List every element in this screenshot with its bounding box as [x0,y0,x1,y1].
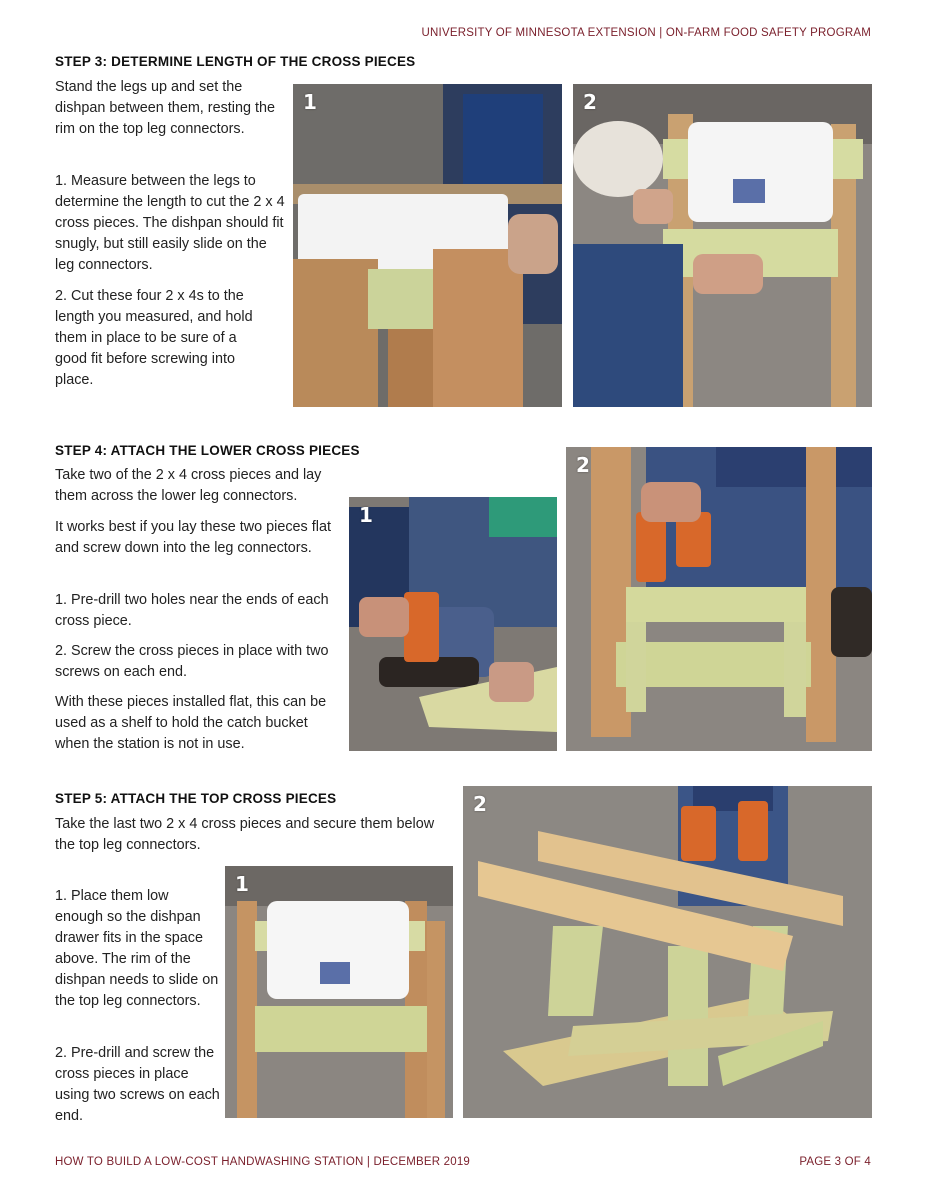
photo-number: 2 [583,90,597,114]
step5-paragraph-3: 2. Pre-drill and screw the cross pieces in place using two screws on each end. [55,1045,220,1124]
step4-paragraph-3: 1. Pre-drill two holes near the ends of each cross piece. [55,592,329,629]
step3-paragraph-1: Stand the legs up and set the dishpan between them, resting the rim on the top leg connectors. [55,79,275,137]
photo-number: 2 [473,792,487,816]
step5-photo-1 [225,866,453,1118]
photo-number: 1 [359,503,373,527]
photo-number: 1 [303,90,317,114]
photo-number: 2 [576,453,590,477]
step5-paragraph-2: 1. Place them low enough so the dishpan drawer fits in the space above. The rim of the dishpan needs to slide on the top leg connectors. [55,888,219,1009]
step5-title: STEP 5: ATTACH THE TOP CROSS PIECES [55,791,337,806]
footer-title: HOW TO BUILD A LOW-COST HANDWASHING STATION | DECEMBER 2019 [55,1156,471,1168]
step3-title: STEP 3: DETERMINE LENGTH OF THE CROSS PIECES [55,54,416,69]
step3-paragraph-2: 1. Measure between the legs to determine the length to cut the 2 x 4 cross pieces. The dishpan should fit snugly, but still easily slide on the leg connectors. [55,173,285,273]
step3-paragraph-3: 2. Cut these four 2 x 4s to the length you measured, and hold them in place to be sure of a good fit before screwing into place. [55,288,253,388]
step3-photo-2 [573,84,872,407]
step4-paragraph-1: Take two of the 2 x 4 cross pieces and lay them across the lower leg connectors. [55,467,322,504]
step4-title: STEP 4: ATTACH THE LOWER CROSS PIECES [55,443,360,458]
step4-photo-1 [349,497,557,751]
step4-paragraph-2: It works best if you lay these two pieces flat and screw down into the leg connectors. [55,519,331,556]
step4-paragraph-5: With these pieces installed flat, this can be used as a shelf to hold the catch bucket when the station is not in use. [55,694,327,752]
step3-photo-1 [293,84,562,407]
photo-number: 1 [235,872,249,896]
step4-paragraph-4: 2. Screw the cross pieces in place with two screws on each end. [55,643,329,680]
page-number: PAGE 3 OF 4 [799,1156,871,1168]
step5-paragraph-1: Take the last two 2 x 4 cross pieces and secure them below the top leg connectors. [55,816,435,853]
step4-photo-2 [566,447,872,751]
step5-photo-2 [463,786,872,1118]
page-header: UNIVERSITY OF MINNESOTA EXTENSION | ON-FARM FOOD SAFETY PROGRAM [421,27,871,39]
